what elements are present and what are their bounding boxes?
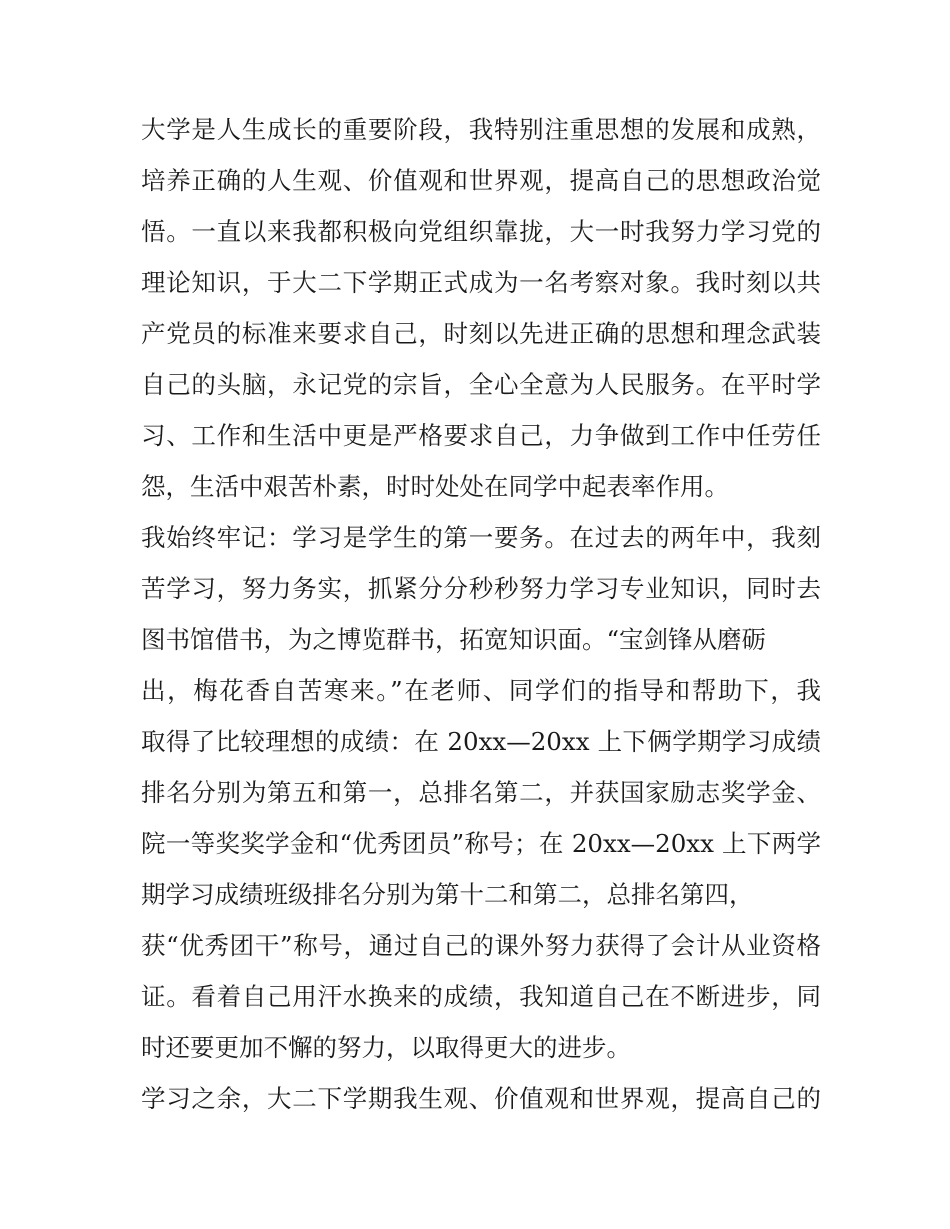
- text-line: 产党员的标准来要求自己，时刻以先进正确的思想和理念武装: [141, 319, 821, 348]
- text-line: 期学习成绩班级排名分别为第十二和第二，总排名第四，: [141, 880, 754, 909]
- text-line: 培养正确的人生观、价值观和世界观，提高自己的思想政治觉: [141, 166, 821, 195]
- paragraph-1: [141, 104, 821, 512]
- text-line: 出，梅花香自苦寒来。”在老师、同学们的指导和帮助下，我: [141, 676, 821, 705]
- text-line: 我始终牢记：学习是学生的第一要务。在过去的两年中，我刻: [141, 523, 821, 552]
- text-line: 取得了比较理想的成绩：在 20xx—20xx 上下俩学期学习成绩: [141, 727, 821, 756]
- text-line: 怨，生活中艰苦朴素，时时处处在同学中起表率作用。: [141, 472, 729, 501]
- text-line: 时还要更加不懈的努力，以取得更大的进步。: [141, 1033, 631, 1062]
- text-line: 理论知识，于大二下学期正式成为一名考察对象。我时刻以共: [141, 268, 821, 297]
- text-line: 院一等奖奖学金和“优秀团员”称号；在 20xx—20xx 上下两学: [141, 829, 821, 858]
- text-line: 学习之余，大二下学期我生观、价值观和世界观，提高自己的: [141, 1084, 821, 1113]
- text-line: 大学是人生成长的重要阶段，我特别注重思想的发展和成熟，: [141, 115, 821, 144]
- text-line: 苦学习，努力务实，抓紧分分秒秒努力学习专业知识，同时去: [141, 574, 821, 603]
- text-line: 图书馆借书，为之博览群书，拓宽知识面。“宝剑锋从磨砺: [141, 625, 767, 654]
- text-line: 悟。一直以来我都积极向党组织靠拢，大一时我努力学习党的: [141, 217, 821, 246]
- text-line: 自己的头脑，永记党的宗旨，全心全意为人民服务。在平时学: [141, 370, 821, 399]
- text-line: 习、工作和生活中更是严格要求自己，力争做到工作中任劳任: [141, 421, 821, 450]
- paragraph-2: [141, 512, 821, 1073]
- text-line: 排名分别为第五和第一，总排名第二，并获国家励志奖学金、: [141, 778, 821, 807]
- paragraph-3: [141, 1073, 821, 1124]
- document-body: [141, 104, 821, 1124]
- text-line: 获“优秀团干”称号，通过自己的课外努力获得了会计从业资格: [141, 931, 821, 960]
- text-line: 证。看着自己用汗水换来的成绩，我知道自己在不断进步，同: [141, 982, 821, 1011]
